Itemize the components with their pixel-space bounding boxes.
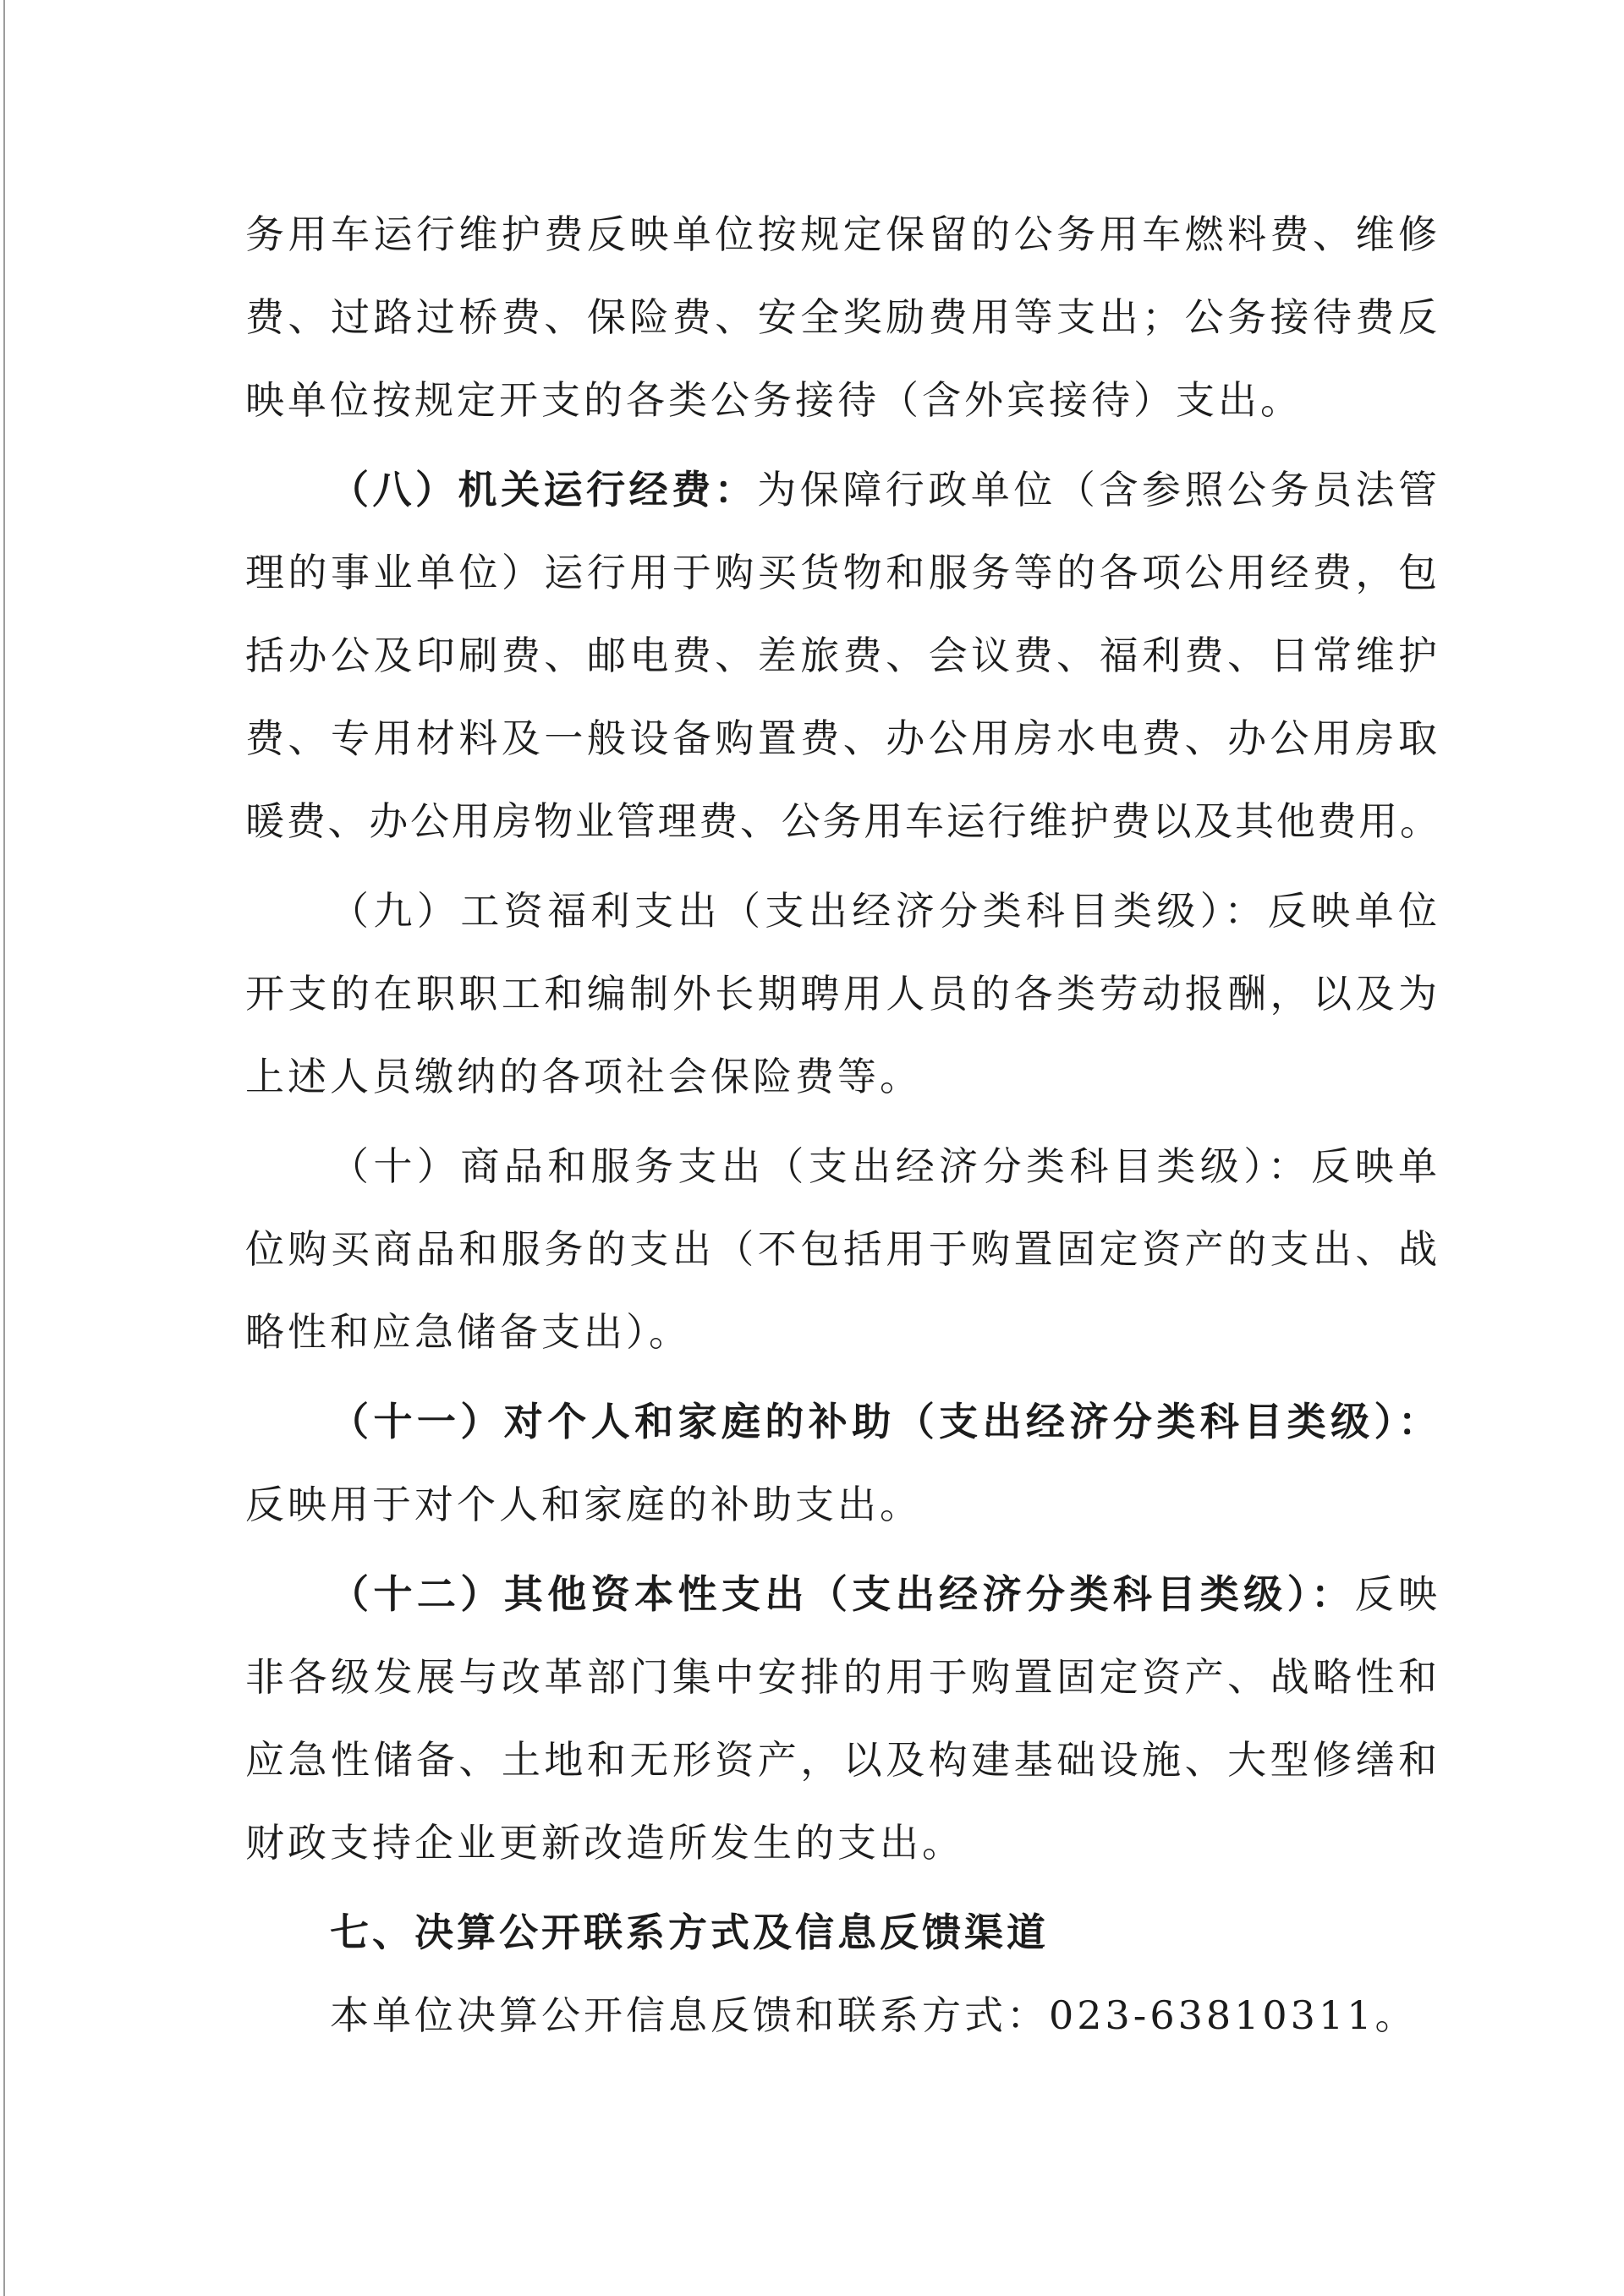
section-heading-10: （十）商品和服务支出（支出经济分类科目类级）： <box>330 1143 1312 1189</box>
text-line: 非各级发展与改革部门集中安排的用于购置固定资产、战略性和 <box>245 1654 1440 1700</box>
text-line: 理的事业单位）运行用于购买货物和服务等的各项公用经费，包 <box>245 550 1440 595</box>
text-line: 费、过路过桥费、保险费、安全奖励费用等支出；公务接待费反 <box>245 294 1440 340</box>
paragraph-continuation <box>245 193 1440 441</box>
text-line: 务用车运行维护费反映单位按规定保留的公务用车燃料费、维修 <box>245 211 1440 257</box>
text-line <box>245 448 1440 531</box>
text-line: 位购买商品和服务的支出（不包括用于购置固定资产的支出、战 <box>245 1226 1440 1272</box>
text-line: 上述人员缴纳的各项社会保险费等。 <box>245 1054 922 1099</box>
text-line: 费、专用材料及一般设备购置费、办公用房水电费、办公用房取 <box>245 715 1440 761</box>
text-line: 应急性储备、土地和无形资产，以及构建基础设施、大型修缮和 <box>245 1737 1440 1783</box>
text-line: 略性和应急储备支出）。 <box>245 1309 691 1355</box>
text-run: 反映 <box>1354 1571 1441 1617</box>
contact-text: 本单位决算公开信息反馈和联系方式：023-63810311。 <box>330 1992 1418 2038</box>
text-line <box>245 1380 1440 1463</box>
paragraph-wages-benefits <box>245 869 1440 1118</box>
paragraph-household-subsidies <box>245 1380 1440 1546</box>
scan-border-line <box>3 0 5 2296</box>
text-line: 财政支持企业更新改造所发生的支出。 <box>245 1820 964 1866</box>
text-line <box>245 1125 1440 1208</box>
section-heading-11: （十一）对个人和家庭的补助（支出经济分类科目类级）： <box>330 1399 1440 1444</box>
paragraph-other-capital-expenditure <box>245 1553 1440 1884</box>
paragraph-goods-services <box>245 1125 1440 1373</box>
text-line <box>245 869 1440 952</box>
section-heading-9: （九）工资福利支出（支出经济分类科目类级）： <box>330 888 1268 934</box>
section-contact <box>245 1891 1440 2057</box>
text-line: 括办公及印刷费、邮电费、差旅费、会议费、福利费、日常维护 <box>245 633 1440 678</box>
text-line: 暖费、办公用房物业管理费、公务用车运行维护费以及其他费用。 <box>245 798 1440 844</box>
paragraph-operating-expenses <box>245 448 1440 863</box>
text-line <box>245 1553 1440 1636</box>
text-line: 反映用于对个人和家庭的补助支出。 <box>245 1482 922 1527</box>
section-heading-12: （十二）其他资本性支出（支出经济分类科目类级）： <box>330 1571 1355 1617</box>
text-line: 映单位按规定开支的各类公务接待（含外宾接待）支出。 <box>245 377 1303 423</box>
text-line: 开支的在职职工和编制外长期聘用人员的各类劳动报酬，以及为 <box>245 971 1440 1016</box>
text-run: 为保障行政单位（含参照公务员法管 <box>757 467 1441 512</box>
section-heading-8: （八）机关运行经费： <box>330 467 758 512</box>
document-body <box>245 193 1440 2057</box>
text-run: 反映单 <box>1311 1143 1441 1189</box>
text-run: 反映单位 <box>1267 888 1441 934</box>
section-heading-7: 七、决算公开联系方式及信息反馈渠道 <box>330 1910 1049 1955</box>
